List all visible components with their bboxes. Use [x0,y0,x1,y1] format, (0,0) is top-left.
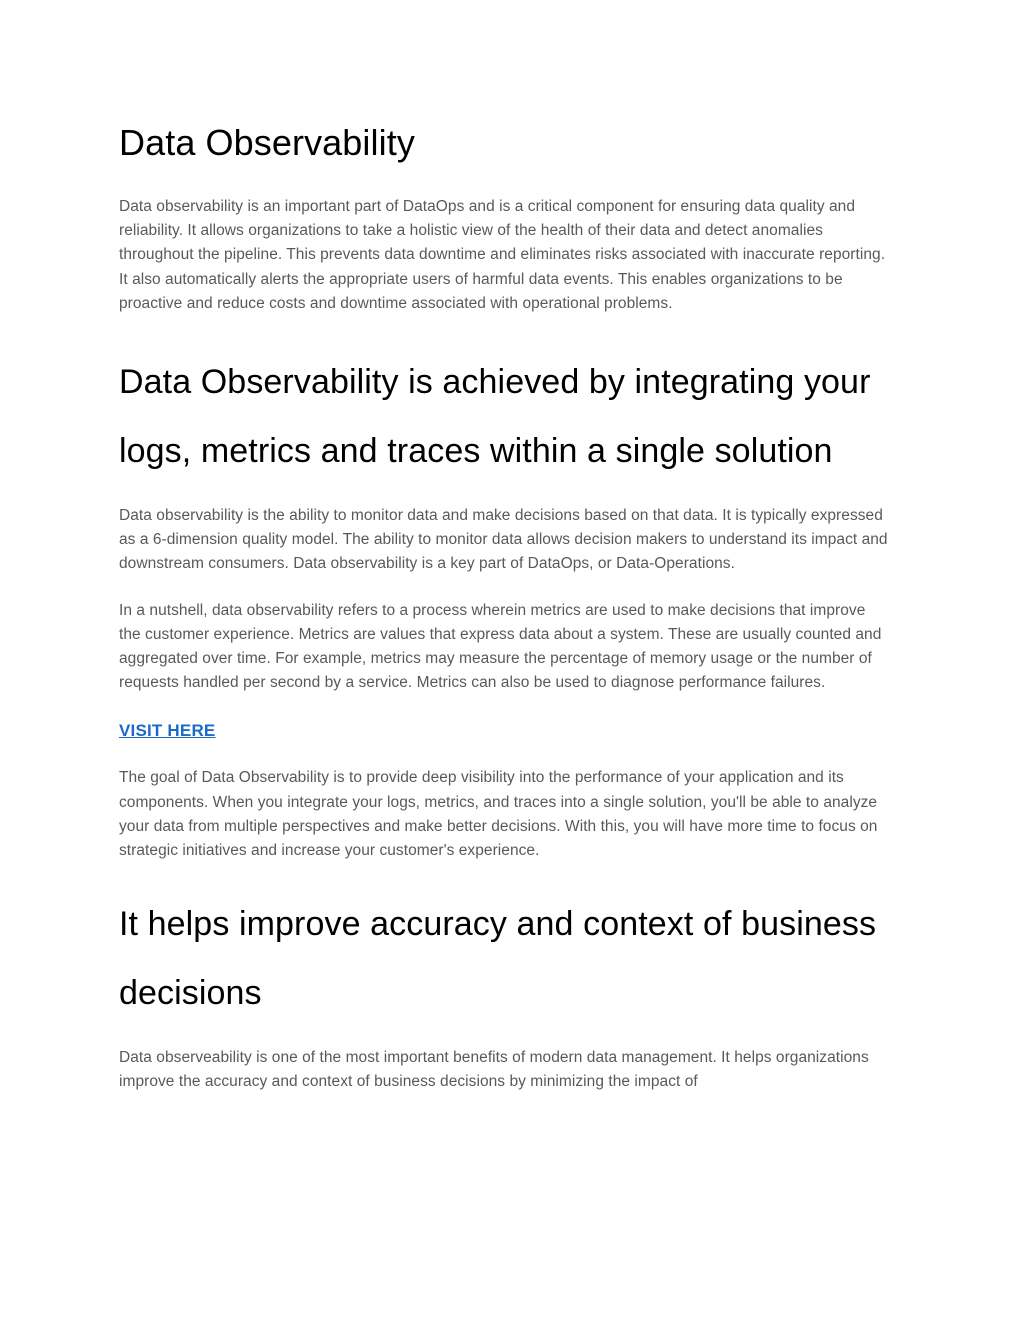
page-title: Data Observability [119,122,415,163]
section-heading-improve-accuracy: It helps improve accuracy and context of business decisions [119,905,877,1013]
paragraph-ability-to-monitor: Data observability is the ability to monitor data and make decisions based on that data. It is typically expressed as a 6-dimension quality model. The ability to monitor data allows decision makers to understand its impact and downstream consumers. Data observability is a key part of DataOps, or Data-Operations. [119,507,888,573]
visit-here-link-row [119,719,891,743]
paragraph-benefits-of-modern-data-management: Data observeability is one of the most important benefits of modern data management. It helps organizations improve the accuracy and context of business decisions by minimizing the impact of [119,1049,869,1091]
paragraph-in-a-nutshell: In a nutshell, data observability refers to a process wherein metrics are used to make decisions that improve the customer experience. Metrics are values that express data about a system. These are usually counted and aggregated over time. For example, metrics may measure the percentage of memory usage or the number of requests handled per second by a service. Metrics can also be used to diagnose performance failures. [119,601,882,692]
section-heading-achieved-by-integrating: Data Observability is achieved by integrating your logs, metrics and traces within a single solution [119,363,871,471]
intro-paragraph: Data observability is an important part of DataOps and is a critical component for ensuring data quality and reliability. It allows organizations to take a holistic view of the health of their data and detect anomalies throughout the pipeline. This prevents data downtime and eliminates risks associated with inaccurate reporting. It also automatically alerts the appropriate users of harmful data events. This enables organizations to be proactive and reduce costs and downtime associated with operational problems. [119,198,886,312]
visit-here-link[interactable]: VISIT HERE [119,721,216,741]
document-content [119,0,891,1095]
paragraph-goal-of-data-observability: The goal of Data Observability is to provide deep visibility into the performance of your application and its components. When you integrate your logs, metrics, and traces into a single solution, you'll be able to analyze your data from multiple perspectives and make better decisions. With this, you will have more time to focus on strategic initiatives and increase your customer's experience. [119,769,878,860]
